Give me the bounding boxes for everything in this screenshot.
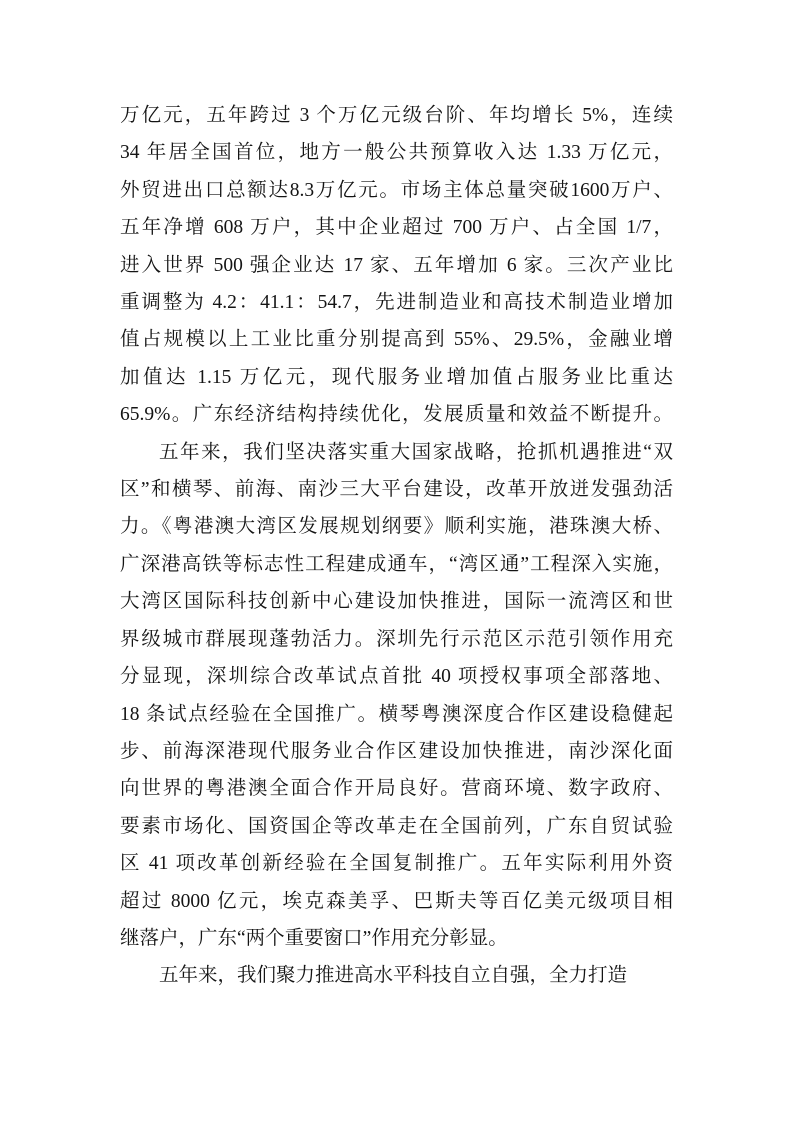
- text-line: 界级城市群展现蓬勃活力。深圳先行示范区示范引领作用充: [120, 628, 673, 650]
- text-line: 加值达 1.15 万亿元，现代服务业增加值占服务业比重达: [120, 366, 673, 388]
- text-line: 进入世界 500 强企业达 17 家、五年增加 6 家。三次产业比: [120, 254, 673, 276]
- text-line: 广深港高铁等标志性工程建成通车，“湾区通”工程深入实施，: [120, 553, 673, 575]
- text-line: 超过 8000 亿元，埃克森美孚、巴斯夫等百亿美元级项目相: [120, 890, 673, 912]
- text-line: 向世界的粤港澳全面合作开局良好。营商环境、数字政府、: [120, 778, 673, 800]
- text-line: 外贸进出口总额达8.3万亿元。市场主体总量突破1600万户、: [120, 179, 673, 201]
- text-line: 继落户，广东“两个重要窗口”作用充分彰显。: [120, 927, 508, 949]
- text-line: 分显现，深圳综合改革试点首批 40 项授权事项全部落地、: [120, 666, 673, 688]
- text-line: 区”和横琴、前海、南沙三大平台建设，改革开放迸发强劲活: [120, 479, 673, 501]
- text-line: 34 年居全国首位，地方一般公共预算收入达 1.33 万亿元，: [120, 142, 673, 164]
- paragraph-economic-indicators: [120, 97, 673, 434]
- text-line: 五年来，我们坚决落实重大国家战略，抢抓机遇推进“双: [159, 441, 673, 463]
- text-line: 重调整为 4.2：41.1：54.7，先进制造业和高技术制造业增加: [120, 292, 673, 314]
- text-line: 力。《粤港澳大湾区发展规划纲要》顺利实施，港珠澳大桥、: [120, 516, 673, 538]
- text-line: 值占规模以上工业比重分别提高到 55%、29.5%，金融业增: [120, 329, 673, 351]
- text-line: 五年来，我们聚力推进高水平科技自立自强，全力打造: [159, 965, 628, 987]
- paragraph-national-strategy: [120, 434, 673, 958]
- text-line: 步、前海深港现代服务业合作区建设加快推进，南沙深化面: [120, 740, 673, 762]
- text-block: [120, 97, 673, 995]
- text-line: 大湾区国际科技创新中心建设加快推进，国际一流湾区和世: [120, 591, 673, 613]
- text-line: 18 条试点经验在全国推广。横琴粤澳深度合作区建设稳健起: [120, 703, 673, 725]
- text-line: 五年净增 608 万户，其中企业超过 700 万户、占全国 1/7，: [120, 217, 673, 239]
- text-line: 区 41 项改革创新经验在全国复制推广。五年实际利用外资: [120, 853, 673, 875]
- text-line: 要素市场化、国资国企等改革走在全国前列，广东自贸试验: [120, 815, 673, 837]
- text-line: 65.9%。广东经济结构持续优化，发展质量和效益不断提升。: [120, 404, 673, 426]
- text-line: 万亿元，五年跨过 3 个万亿元级台阶、年均增长 5%，连续: [120, 105, 673, 126]
- paragraph-science-tech: [120, 957, 673, 994]
